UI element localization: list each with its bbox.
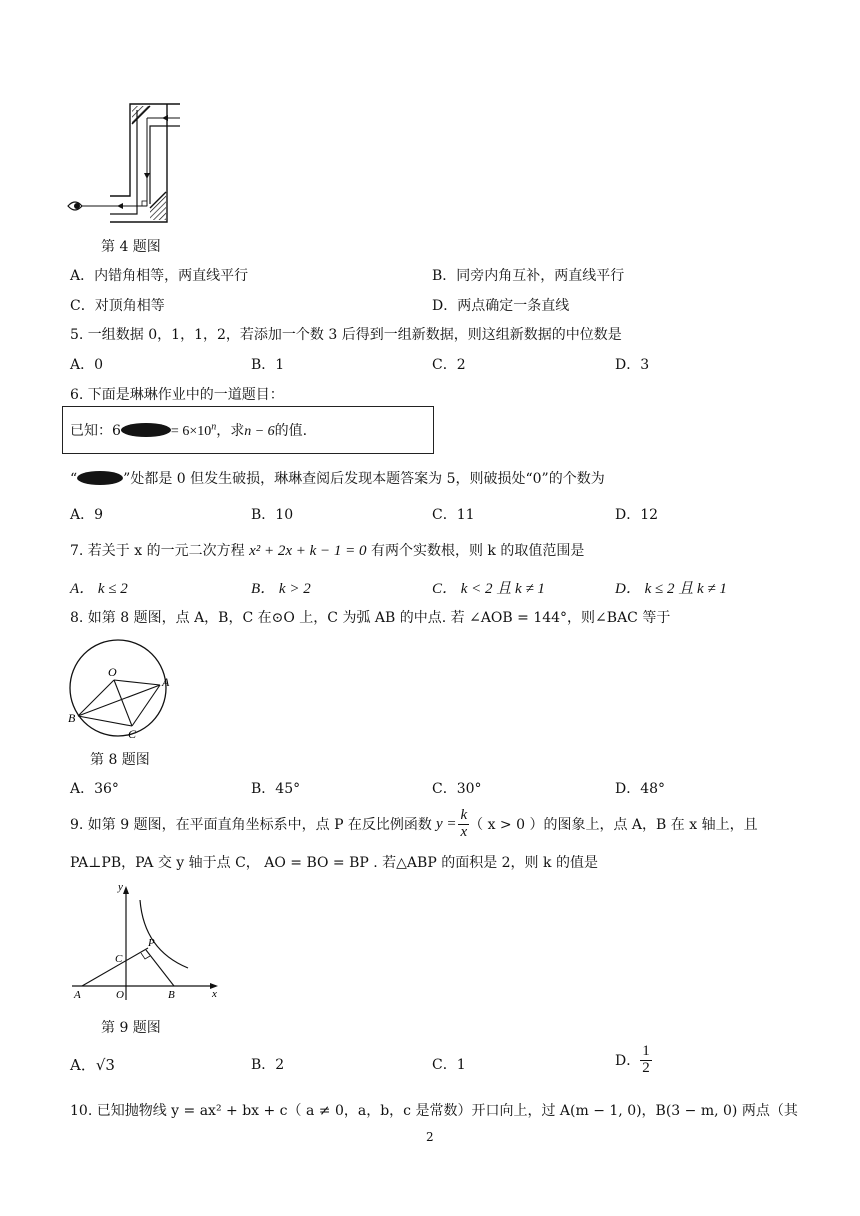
option-q9-d-num: 1	[642, 1043, 650, 1059]
question-10-stem: 10. 已知抛物线 y = ax² + bx + c（ a ≠ 0，a，b，c 是常数）开口向上，过 A(m − 1, 0)，B(3 − m, 0) 两点（其	[70, 1103, 798, 1119]
figure-caption-q8: 第 8 题图	[90, 752, 150, 768]
page-number: 2	[426, 1130, 434, 1144]
label-O: O	[108, 665, 117, 679]
option-q8-d: D．48°	[615, 781, 666, 797]
option-q8-a: A．36°	[70, 781, 119, 797]
label-C: C	[115, 953, 123, 965]
option-q6-d: D．12	[615, 507, 659, 523]
label-x: x	[212, 988, 217, 1000]
option-q9-d-prefix: D．	[615, 1053, 641, 1070]
q9-frac-num: k	[460, 806, 468, 823]
figure-q9	[66, 880, 226, 1004]
question-6-box-content	[70, 420, 307, 440]
q7-stem-pre: 7. 若关于 x 的一元二次方程	[70, 543, 245, 559]
option-q7-a: A． k ≤ 2	[70, 581, 128, 597]
box-exponent: n	[211, 421, 217, 433]
option-q9-d	[615, 1044, 652, 1077]
question-6-note	[70, 468, 605, 488]
option-q9-d-fraction	[640, 1044, 652, 1077]
option-q4-c: C．对顶角相等	[70, 298, 165, 314]
question-8-stem: 8. 如第 8 题图，点 A，B，C 在⊙O 上，C 为弧 AB 的中点. 若 ∠AOB = 144°，则∠BAC 等于	[70, 610, 671, 626]
option-q9-d-den: 2	[642, 1059, 650, 1076]
option-q4-d: D．两点确定一条直线	[432, 298, 570, 314]
option-q4-a: A．内错角相等，两直线平行	[70, 268, 249, 284]
q9-fraction	[458, 808, 469, 841]
box-prefix: 已知：6	[70, 423, 121, 439]
option-q7-b: B． k > 2	[251, 581, 311, 597]
label-P: P	[148, 937, 155, 949]
figure-q8	[62, 636, 192, 742]
question-5-stem: 5. 一组数据 0，1，1，2，若添加一个数 3 后得到一组新数据，则这组新数据的中位数是	[70, 327, 622, 343]
option-q5-c: C．2	[432, 357, 466, 373]
option-q6-b: B．10	[251, 507, 294, 523]
question-9-stem	[70, 802, 758, 846]
label-B: B	[168, 989, 175, 1001]
q9-func-lhs: y =	[435, 815, 457, 832]
damaged-blot-icon	[121, 423, 171, 437]
question-6-stem: 6. 下面是琳琳作业中的一道题目：	[70, 387, 284, 403]
figure-q4	[62, 96, 202, 226]
option-q7-c: C． k < 2 且 k ≠ 1	[432, 581, 545, 597]
box-equation: = 6×10	[170, 424, 212, 439]
option-q5-b: B．1	[251, 357, 285, 373]
option-q5-d: D．3	[615, 357, 650, 373]
label-A: A	[162, 675, 170, 689]
q9-stem-post: （ x > 0 ）的图象上，点 A，B 在 x 轴上，且	[469, 817, 758, 833]
label-B: B	[68, 711, 76, 725]
box-suffix: 的值.	[274, 423, 308, 439]
option-q5-a: A．0	[70, 357, 104, 373]
q7-stem-post: 有两个实数根，则 k 的取值范围是	[370, 543, 585, 559]
option-q6-a: A．9	[70, 507, 104, 523]
figure-caption-q9: 第 9 题图	[101, 1020, 161, 1036]
q7-equation: x² + 2x + k − 1 = 0	[249, 543, 367, 559]
box-mid: ，求	[216, 423, 245, 439]
question-9-line2: PA⊥PB，PA 交 y 轴于点 C， AO = BO = BP . 若△ABP 的面积是 2，则 k 的值是	[70, 855, 598, 871]
box-expression: n − 6	[244, 424, 275, 439]
option-q9-a: A．√3	[70, 1056, 115, 1074]
label-C: C	[128, 727, 137, 741]
label-O: O	[116, 989, 124, 1001]
label-A: A	[74, 989, 81, 1001]
question-7-stem	[70, 540, 584, 560]
option-q8-b: B．45°	[251, 781, 301, 797]
damaged-blot-icon-2	[77, 471, 123, 485]
note-text: ”处都是 0 但发生破损，琳琳查阅后发现本题答案为 5，则破损处“0”的个数为	[123, 471, 605, 487]
option-q8-c: C．30°	[432, 781, 482, 797]
option-q6-c: C．11	[432, 507, 475, 523]
note-open-quote: “	[70, 471, 78, 487]
option-q7-d: D． k ≤ 2 且 k ≠ 1	[615, 581, 727, 597]
q9-frac-den: x	[460, 823, 468, 840]
option-q4-b: B．同旁内角互补，两直线平行	[432, 268, 625, 284]
option-q9-b: B．2	[251, 1057, 285, 1073]
label-y: y	[118, 881, 123, 893]
option-q9-c: C．1	[432, 1057, 466, 1073]
figure-caption-q4: 第 4 题图	[101, 239, 161, 255]
q9-stem-pre: 9. 如第 9 题图，在平面直角坐标系中，点 P 在反比例函数	[70, 817, 432, 833]
